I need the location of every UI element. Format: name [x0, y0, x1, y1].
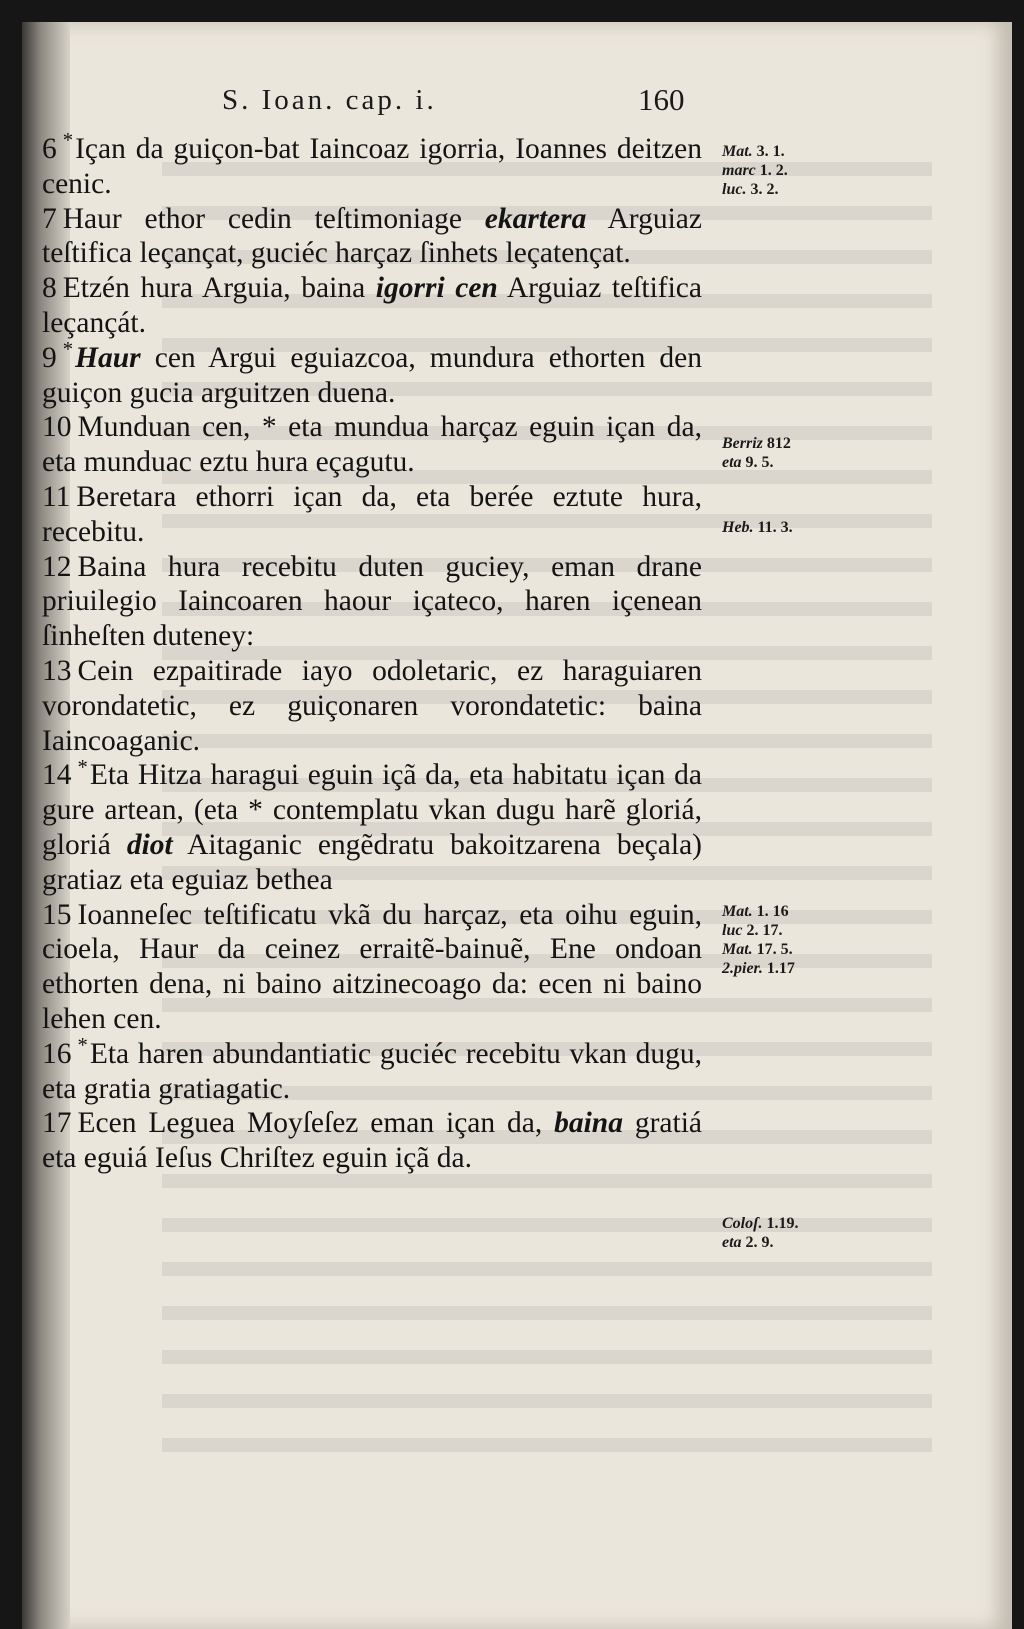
margin-note-line: Mat. 3. 1. [722, 143, 785, 160]
verse-number: 14 [42, 759, 72, 792]
verse-number: 6 [42, 133, 57, 165]
margin-note-line: Mat. 17. 5. [722, 941, 793, 958]
margin-note-verse-10 [722, 518, 832, 537]
verse-number: 10 [42, 411, 72, 444]
cross-reference-asterisk: * [62, 130, 74, 153]
verse-list [42, 132, 702, 1176]
verse-text: Beretara ethorri içan da, eta berée eztute hura, recebitu. [42, 480, 702, 548]
margin-note-verse-6 [722, 142, 832, 199]
verse-text-continued: Aitaganic engẽdratu bakoitzarena beçala) gratiaz eta eguiaz bethea [42, 828, 702, 896]
margin-note-line: 2.pier. 1.17 [722, 960, 795, 977]
verse-text-continued: Arguiaz teſtifica leçançat, guciéc harçaz ſinhets leçatençat. [42, 202, 702, 270]
verse-emphasis: Haur [75, 341, 141, 374]
verse-text: Baina hura recebitu duten guciey, eman drane priuilegio Iaincoaren haour içateco, haren içenean ſinheſten duteney: [42, 550, 702, 653]
verse-text: Haur ethor cedin teſtimoniage [62, 202, 485, 235]
margin-note-line: eta 9. 5. [722, 454, 774, 471]
verse-text: Içan da guiçon-bat Iaincoaz igorria, Ioannes deitzen cenic. [42, 133, 702, 200]
verse-13 [42, 654, 702, 758]
verse-emphasis: igorri cen [375, 272, 498, 305]
verse-14 [42, 758, 702, 897]
verse-text: Ecen Leguea Moyſeſez eman içan da, [77, 1107, 555, 1140]
verse-15 [42, 898, 702, 1037]
margin-note-line: Heb. 11. 3. [722, 519, 793, 536]
verse-16 [42, 1034, 702, 1107]
verse-text-continued: gratiá eta eguiá Ieſus Chriſtez eguin içã da. [42, 1107, 702, 1175]
verse-text: Munduan cen, * eta mundua harçaz eguin içan da, eta munduac eztu hura eçagutu. [42, 411, 702, 479]
verse-7 [42, 202, 702, 272]
margin-note-line: luc. 3. 2. [722, 181, 779, 198]
verse-number: 15 [42, 898, 72, 931]
verse-text-continued: Arguiaz teſtifica leçançát. [42, 272, 702, 339]
verse-number: 17 [42, 1107, 72, 1140]
verse-text: Cein ezpaitirade iayo odoletaric, ez haraguiaren vorondatetic, ez guiçonaren vorondatetic: baina Iaincoaganic. [42, 654, 702, 757]
verse-text: Ioanneſec teſtificatu vkã du harçaz, eta oihu eguin, cioela, Haur da ceinez erraitẽ-bainuẽ, Ene ondoan ethorten dena, ni baino aitzinecoago da: ecen ni baino lehen cen. [42, 898, 702, 1035]
verse-number: 13 [42, 654, 72, 687]
verse-emphasis: baina [554, 1107, 623, 1140]
cross-reference-asterisk: * [62, 338, 74, 361]
verse-9 [42, 338, 702, 411]
verse-11 [42, 480, 702, 550]
verse-number: 7 [42, 202, 57, 235]
margin-note-verse-9 [722, 434, 832, 472]
page-header [200, 80, 720, 124]
margin-note-line: Mat. 1. 16 [722, 903, 789, 920]
margin-note-verse-14 [722, 902, 832, 978]
margin-note-line: Berriz 812 [722, 435, 791, 452]
cross-reference-asterisk: * [77, 756, 88, 779]
verse-text: Eta haren abundantiatic guciéc recebitu vkan dugu, eta gratia gratiagatic. [42, 1037, 702, 1105]
verse-number: 8 [42, 272, 57, 305]
margin-note-line: Coloſ. 1.19. [722, 1215, 799, 1232]
margin-note-line: luc 2. 17. [722, 922, 783, 939]
verse-text: Etzén hura Arguia, baina [62, 272, 376, 305]
margin-note-line: eta 2. 9. [722, 1234, 774, 1251]
verse-12 [42, 550, 702, 654]
margin-note-verse-16 [722, 1214, 832, 1252]
verse-number: 11 [42, 480, 71, 513]
verse-6 [42, 132, 702, 202]
verse-number: 16 [42, 1037, 72, 1070]
verse-10 [42, 410, 702, 480]
verse-emphasis: ekartera [484, 202, 587, 235]
verse-text-continued: cen Argui eguiazcoa, mundura ethorten den guiçon gucia arguitzen duena. [42, 341, 702, 409]
verse-8 [42, 271, 702, 341]
running-title: S. Ioan. cap. i. [222, 84, 437, 116]
cross-reference-asterisk: * [77, 1034, 88, 1057]
verse-number: 12 [42, 550, 72, 583]
verse-text: Eta Hitza haragui eguin içã da, eta habitatu içan da gure artean, (eta * contemplatu vkan dugu harẽ gloriá, gloriá [42, 759, 702, 861]
verse-17 [42, 1106, 702, 1176]
page-number: 160 [638, 82, 685, 117]
verse-emphasis: diot [126, 828, 173, 861]
margin-note-line: marc 1. 2. [722, 162, 788, 179]
verse-number: 9 [42, 341, 57, 374]
